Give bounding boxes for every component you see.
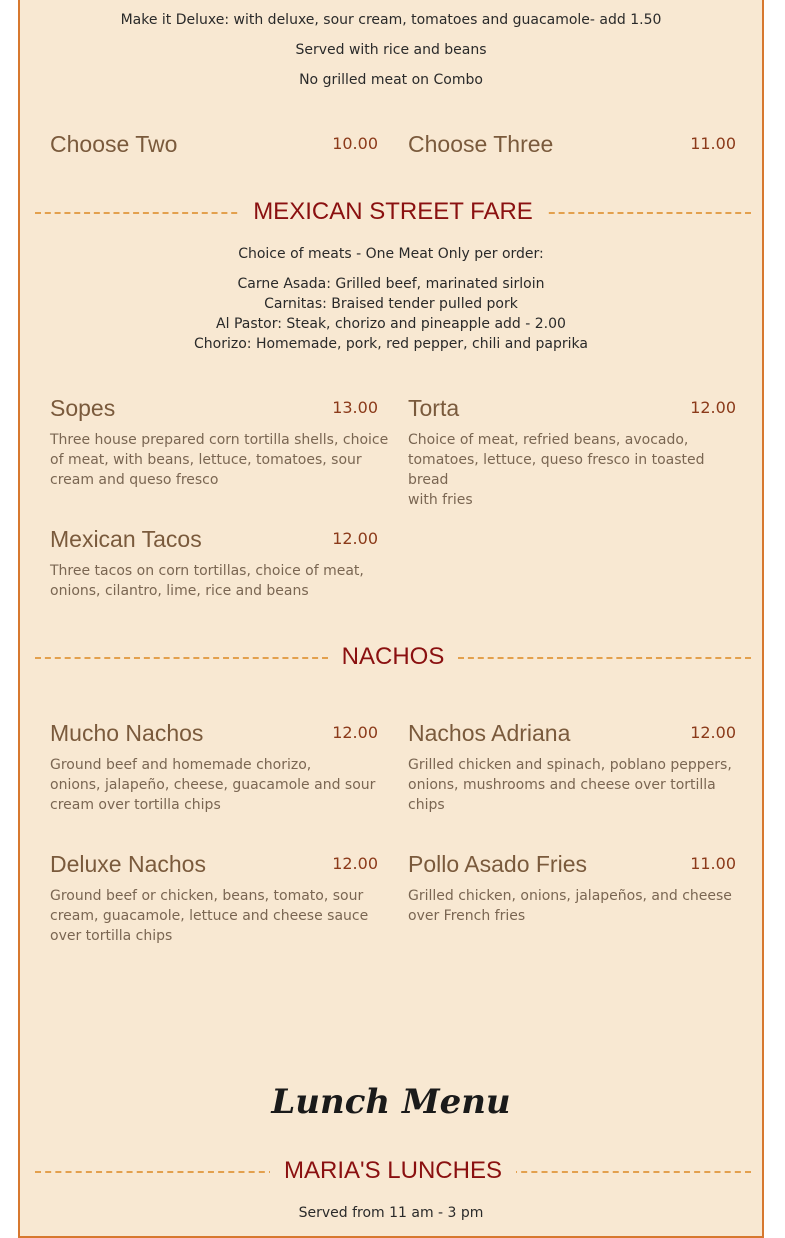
section-title-marias-lunches: MARIA'S LUNCHES (270, 1157, 516, 1184)
item-desc-mucho-nachos: Ground beef and homemade chorizo, onions, jalapeño, cheese, guacamole and sour cream over tortilla chips (50, 757, 376, 813)
section-title-street-fare: MEXICAN STREET FARE (239, 198, 547, 225)
item-name-mexican-tacos: Mexican Tacos (50, 526, 202, 552)
item-price-choose-three: 11.00 (690, 134, 736, 153)
section-header-nachos (35, 640, 751, 674)
item-name-choose-two: Choose Two (50, 131, 178, 157)
item-price-choose-two: 10.00 (332, 134, 378, 153)
item-name-deluxe-nachos: Deluxe Nachos (50, 851, 206, 877)
item-price-deluxe-nachos: 12.00 (332, 854, 378, 873)
item-name-torta: Torta (408, 395, 460, 421)
item-name-nachos-adriana: Nachos Adriana (408, 720, 571, 746)
item-price-pollo-asado-fries: 11.00 (690, 854, 736, 873)
section-title-nachos: NACHOS (328, 643, 459, 670)
item-desc-deluxe-nachos: Ground beef or chicken, beans, tomato, sour cream, guacamole, lettuce and cheese sauce over tortilla chips (50, 888, 369, 944)
section-header-street-fare (35, 195, 751, 229)
item-name-choose-three: Choose Three (408, 131, 554, 157)
item-desc-sopes: Three house prepared corn tortilla shells, choice of meat, with beans, lettuce, tomatoes, sour cream and queso fresco (50, 432, 389, 488)
meat-option-carnitas: Carnitas: Braised tender pulled pork (264, 296, 518, 312)
item-price-mexican-tacos: 12.00 (332, 529, 378, 548)
item-name-pollo-asado-fries: Pollo Asado Fries (408, 851, 587, 877)
item-name-mucho-nachos: Mucho Nachos (50, 720, 204, 746)
item-desc-pollo-asado-fries: Grilled chicken, onions, jalapeños, and cheese over French fries (408, 888, 732, 924)
item-desc-nachos-adriana: Grilled chicken and spinach, poblano peppers, onions, mushrooms and cheese over tortilla chips (408, 757, 732, 813)
lunch-menu-heading: Lunch Menu (271, 1082, 511, 1122)
meat-option-carne-asada: Carne Asada: Grilled beef, marinated sirloin (237, 276, 545, 292)
combo-note-no-grilled: No grilled meat on Combo (299, 72, 483, 88)
combo-note-sides: Served with rice and beans (295, 42, 487, 58)
item-desc-mexican-tacos: Three tacos on corn tortillas, choice of meat, onions, cilantro, lime, rice and beans (50, 563, 364, 599)
item-price-sopes: 13.00 (332, 398, 378, 417)
item-price-mucho-nachos: 12.00 (332, 723, 378, 742)
item-desc-torta: Choice of meat, refried beans, avocado, tomatoes, lettuce, queso fresco in toasted bread with fries (408, 432, 705, 508)
item-price-torta: 12.00 (690, 398, 736, 417)
lunch-served-hours: Served from 11 am - 3 pm (298, 1205, 484, 1221)
section-header-marias-lunches (35, 1154, 751, 1188)
street-fare-intro: Choice of meats - One Meat Only per order: (238, 246, 544, 262)
item-name-sopes: Sopes (50, 395, 116, 421)
meat-option-chorizo: Chorizo: Homemade, pork, red pepper, chili and paprika (194, 336, 588, 352)
meat-option-al-pastor: Al Pastor: Steak, chorizo and pineapple add - 2.00 (216, 316, 566, 332)
menu-page (18, 0, 764, 1238)
combo-note-deluxe: Make it Deluxe: with deluxe, sour cream, tomatoes and guacamole- add 1.50 (120, 12, 662, 28)
item-price-nachos-adriana: 12.00 (690, 723, 736, 742)
